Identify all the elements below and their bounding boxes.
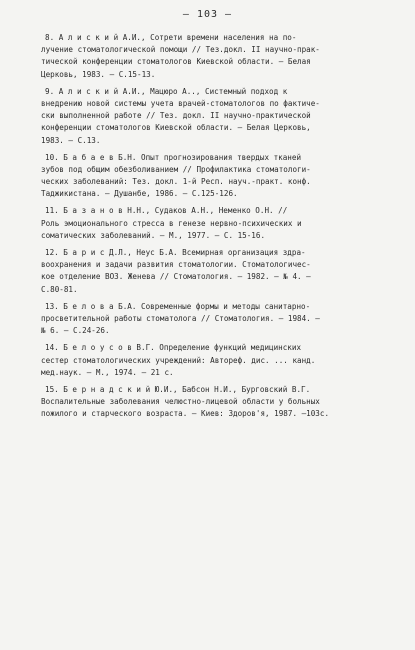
reference-entry-10 — [41, 152, 401, 201]
page-number: – 103 – — [182, 9, 233, 20]
reference-line: 11. Б а з а н о в Н.Н., Судаков А.Н., Неменко О.Н. // — [45, 206, 288, 216]
reference-line: Таджикистана. – Душанбе, 1986. – С.125-126. — [41, 189, 238, 199]
reference-line: пожилого и старческого возраста. – Киев: Здоров'я, 1987. –103с. — [41, 409, 330, 419]
reference-line: 14. Б е л о у с о в В.Г. Определение функций медицинских — [45, 343, 302, 353]
reference-line: Церковь, 1983. – С.15-13. — [41, 69, 156, 79]
reference-line: № 6. – С.24-26. — [41, 326, 110, 336]
reference-entry-9 — [41, 86, 401, 147]
reference-line: внедрению новой системы учета врачей-стоматологов по фактиче- — [41, 98, 320, 108]
reference-line: просветительной работы стоматолога // Стоматология. – 1984. – — [41, 313, 320, 323]
reference-line: тической конференции стоматологов Киевской области. – Белая — [41, 57, 311, 67]
reference-line: 8. А л и с к и й А.И., Сотрети времени населения на по- — [45, 33, 297, 42]
reference-line: 9. А л и с к и й А.И., Мацюро А.., Системный подход к — [45, 86, 288, 96]
reference-line: сестер стоматологических учреждений: Автореф. дис. ... канд. — [41, 355, 316, 365]
reference-line: зубов под общим обезболиванием // Профилактика стоматологи- — [41, 164, 311, 174]
reference-line: воохранения и задачи развития стоматологии. Стоматологичес- — [41, 260, 311, 270]
reference-line: мед.наук. – М., 1974. – 21 с. — [41, 367, 174, 377]
reference-entry-14 — [41, 342, 401, 379]
reference-line: 1983. – С.13. — [41, 135, 101, 145]
reference-entry-12 — [41, 247, 401, 296]
reference-line: соматических заболеваний. – М., 1977. – С. 15-16. — [41, 230, 266, 240]
reference-line: ски выполненной работе // Тез. докл. II научно-практической — [41, 111, 311, 121]
reference-entry-11 — [41, 205, 401, 242]
reference-line: Роль эмоционального стресса в генезе нервно-психических и — [41, 218, 302, 228]
reference-line: 10. Б а б а е в Б.Н. Опыт прогнозирования твердых тканей — [45, 152, 302, 162]
reference-entry-15 — [41, 384, 401, 421]
reference-line: С.80-81. — [41, 284, 78, 294]
reference-line: 13. Б е л о в а Б.А. Современные формы и методы санитарно- — [45, 301, 311, 311]
reference-entry-8 — [41, 32, 401, 81]
reference-line: 15. Б е р н а д с к и й Ю.И., Бабсон Н.И., Бурговский В.Г. — [45, 384, 311, 394]
reference-line: ческих заболеваний: Тез. докл. 1-й Респ. науч.-практ. конф. — [41, 177, 311, 187]
reference-entry-13 — [41, 301, 401, 338]
reference-line: кое отделение ВОЗ. Женева // Стоматология. – 1982. – № 4. – — [41, 272, 311, 282]
reference-line: 12. Б а р и с Д.Л., Неус Б.А. Всемирная организация здра- — [45, 248, 306, 257]
reference-line: Воспалительные заболевания челюстно-лицевой области у больных — [41, 397, 320, 407]
reference-line: лучение стоматологической помощи // Тез.докл. II научно-прак- — [41, 45, 320, 55]
reference-line: конференции стоматологов Киевской области. – Белая Церковь, — [41, 123, 311, 133]
reference-list — [41, 32, 401, 425]
